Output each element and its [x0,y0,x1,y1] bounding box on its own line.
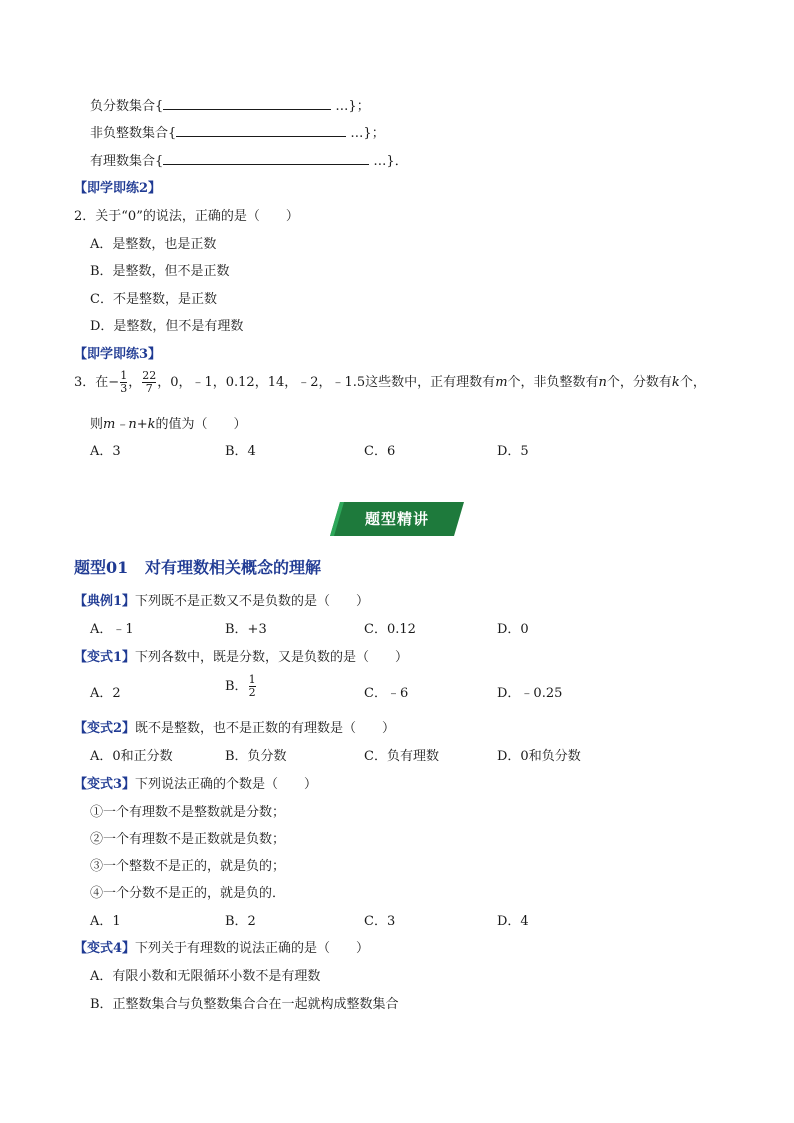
variant3-statement-1: ①一个有理数不是整数就是分数； [90,805,286,820]
practice3-question-line2: 则m﹣n+k的值为（ ） [90,417,247,432]
set-label: 有理数集合{ [90,154,164,169]
answer-blank[interactable] [176,124,346,137]
example1-option-d[interactable]: D．0 [497,622,529,637]
variant3-question: 【变式3】下列说法正确的个数是（ ） [74,777,318,792]
example1-option-b[interactable]: B．+3 [225,622,267,637]
variant1-option-c[interactable]: C．﹣6 [364,686,409,701]
set-label: 非负整数集合{ [90,126,177,141]
example1-tag: 【典例1】 [74,594,136,609]
section-banner [330,502,464,536]
set-rationals [90,150,408,169]
answer-blank[interactable] [163,97,331,110]
variant3-statement-4: ④一个分数不是正的，就是负的． [90,886,286,901]
practice3-option-a[interactable]: A．3 [90,444,121,459]
variant4-option-a[interactable]: A．有限小数和无限循环小数不是有理数 [90,969,321,984]
variant1-question: 【变式1】下列各数中，既是分数，又是负数的是（ ） [74,650,409,665]
variant1-option-a[interactable]: A．2 [90,686,121,701]
variant4-tag: 【变式4】 [74,941,136,956]
set-nonneg-integers [90,122,385,141]
fraction-one-third: $\frac{1}{3}$ [120,369,128,395]
variant4-option-b[interactable]: B．正整数集合与负整数集合合在一起就构成整数集合 [90,997,399,1012]
example1-option-c[interactable]: C．0.12 [364,622,416,637]
practice3-option-b[interactable]: B．4 [225,444,256,459]
set-label: 负分数集合{ [90,99,164,114]
variant3-statement-2: ②一个有理数不是正数就是负数； [90,832,286,847]
set-tail: …}． [373,154,408,169]
example1-option-a[interactable]: A．﹣1 [90,622,134,637]
variant2-option-a[interactable]: A．0和正分数 [90,749,173,764]
variant3-option-d[interactable]: D．4 [497,914,529,929]
section-title: 对有理数相关概念的理解 [145,558,322,577]
practice2-option-d[interactable]: D．是整数，但不是有理数 [90,319,244,334]
practice2-question: 2．关于“0”的说法，正确的是（ ） [74,209,299,224]
practice3-option-c[interactable]: C．6 [364,444,396,459]
variant3-option-a[interactable]: A．1 [90,914,121,929]
variant1-tag: 【变式1】 [74,650,136,665]
section-heading [74,555,321,578]
variant3-tag: 【变式3】 [74,777,136,792]
practice2-tag: 【即学即练2】 [74,181,162,196]
variant3-option-b[interactable]: B．2 [225,914,256,929]
practice2-option-a[interactable]: A．是整数，也是正数 [90,237,217,252]
set-tail: …}； [335,99,370,114]
example1-question: 【典例1】下列既不是正数又不是负数的是（ ） [74,594,370,609]
variant2-question: 【变式2】既不是整数，也不是正数的有理数是（ ） [74,721,396,736]
variant2-option-b[interactable]: B．负分数 [225,749,287,764]
variant3-option-c[interactable]: C．3 [364,914,396,929]
set-tail: …}； [350,126,385,141]
practice2-option-b[interactable]: B．是整数，但不是正数 [90,264,230,279]
banner-text: 题型精讲 [364,510,429,528]
set-negative-fractions [90,95,370,114]
practice3-question: 3．在− $\frac{1}{3}$ ， $\frac{22}{7}$ ，0，﹣1，0.12，14，﹣2，﹣1.5这些数中，正有理数有m个，非负整数有n个，分数有k个， [74,369,706,395]
answer-blank[interactable] [163,152,369,165]
fraction-22-7: $\frac{22}{7}$ [142,369,157,395]
section-number: 题型01 [74,558,129,577]
variant4-question: 【变式4】下列关于有理数的说法正确的是（ ） [74,941,370,956]
variant2-option-c[interactable]: C．负有理数 [364,749,439,764]
practice3-tag: 【即学即练3】 [74,347,162,362]
practice3-option-d[interactable]: D．5 [497,444,529,459]
variant2-tag: 【变式2】 [74,721,136,736]
fraction-one-half: $\frac{1}{2}$ [248,673,256,699]
variant1-option-d[interactable]: D．﹣0.25 [497,686,563,701]
practice2-option-c[interactable]: C．不是整数，是正数 [90,292,217,307]
variant1-option-b[interactable]: B． $\frac{1}{2}$ [225,673,256,699]
variant2-option-d[interactable]: D．0和负分数 [497,749,581,764]
variant3-statement-3: ③一个整数不是正的，就是负的； [90,859,286,874]
